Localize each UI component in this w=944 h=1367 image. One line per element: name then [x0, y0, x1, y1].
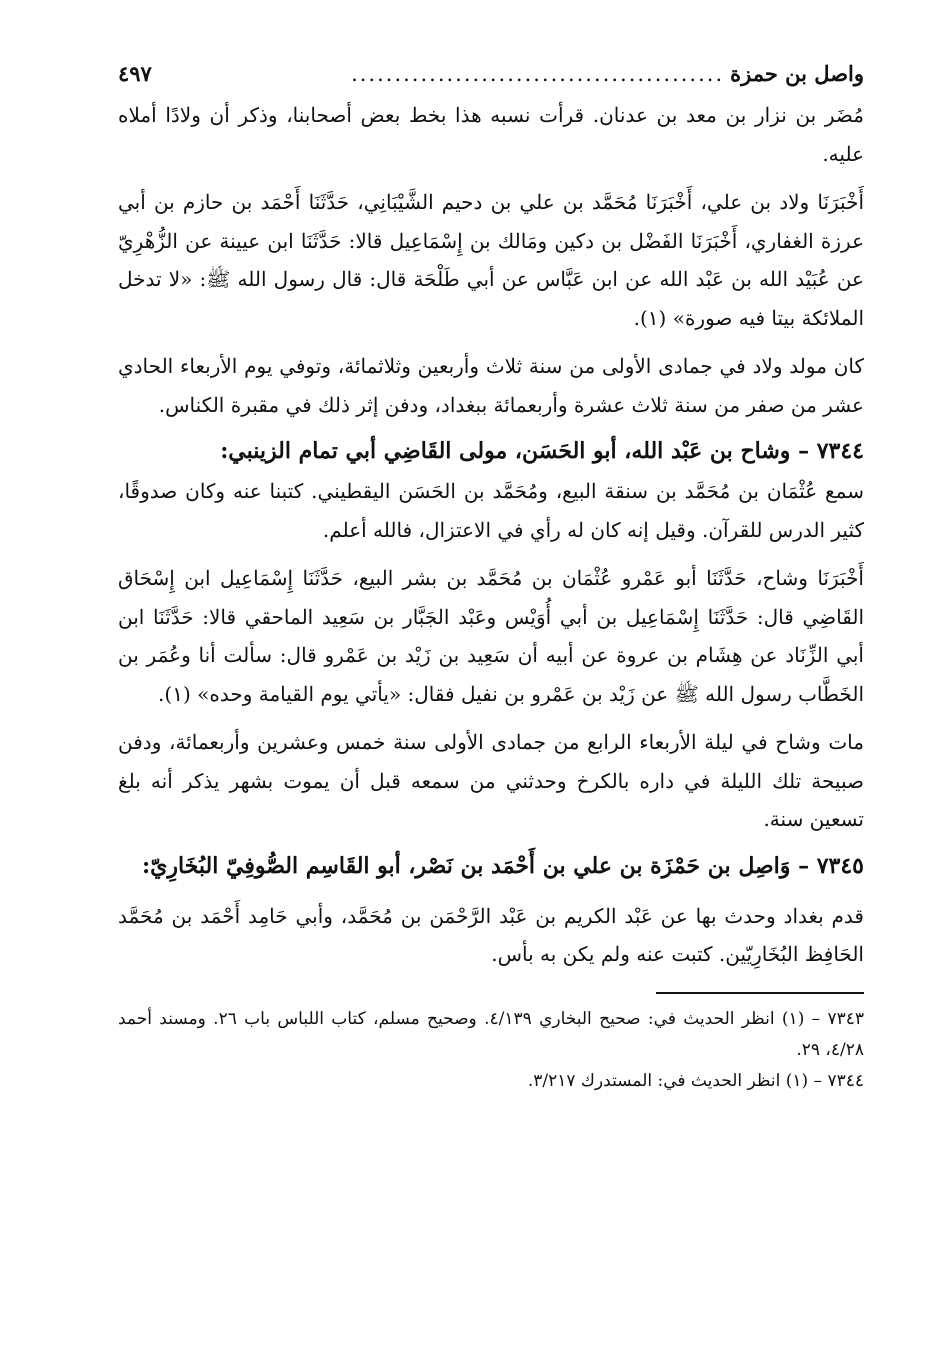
dot-leader: ........................................... — [351, 62, 725, 86]
footnote-7343: ٧٣٤٣ – (١) انظر الحديث في: صحيح البخاري ٤/١٣٩. وصحيح مسلم، كتاب اللباس باب ٢٦. ومسند أحمد ٤/٢٨، ٢٩. — [118, 1008, 864, 1060]
paragraph-hadith-walad: أَخْبَرَنَا ولاد بن علي، أَخْبَرَنَا مُحَمَّد بن علي بن دحيم الشَّيْبَانِي، حَدَّثَنَا أَحْمَد بن حازم بن أبي عرزة الغفاري، أَخْبَرَنَا الفَضْل بن دكين ومَالك بن إِسْمَاعِيل قالا: حَدَّثَنَا ابن عيينة عن الزُّهْرِيّ عن عُبَيْد الله بن عَبْد الله عن ابن عَبَّاس عن أبي طَلْحَة قال: قال رسول الله ﷺ: «لا تدخل الملائكة بيتا فيه صورة» (١). — [118, 190, 864, 330]
paragraph-wasil-bio: قدم بغداد وحدث بها عن عَبْد الكريم بن عَبْد الرَّحْمَن بن مُحَمَّد، وأبي حَامِد أَحْمَد بن مُحَمَّد الحَافِظ البُخَارِيّين. كتبت عنه ولم يكن به بأس. — [118, 903, 864, 966]
footnote-7344: ٧٣٤٤ – (١) انظر الحديث في: المستدرك ٣/٢١٧. — [527, 1070, 864, 1091]
running-title: واصل بن حمزة — [730, 61, 864, 86]
paragraph-lineage: مُضَر بن نزار بن معد بن عدنان. قرأت نسبه هذا بخط بعض أصحابنا، وذكر أن ولادًا أملاه عليه. — [118, 103, 864, 166]
footnote-separator — [656, 992, 864, 994]
paragraph-wishah-bio: سمع عُثْمَان بن مُحَمَّد بن سنقة البيع، ومُحَمَّد بن الحَسَن اليقطيني. كتبنا عنه وكان صدوقًا، كثير الدرس للقرآن. وقيل إنه كان له رأي في الاعتزال، فالله أعلم. — [118, 479, 865, 542]
book-page — [118, 52, 864, 1097]
entry-heading-7345: ٧٣٤٥ – وَاصِل بن حَمْزَة بن علي بن أَحْمَد بن نَصْر، أبو القَاسِم الصُّوفِيّ البُخَارِيّ: — [142, 852, 864, 879]
paragraph-hadith-wishah: أَخْبَرَنَا وشاح، حَدَّثَنَا أبو عَمْرو عُثْمَان بن مُحَمَّد بن بشر البيع، حَدَّثَنَا إِسْمَاعِيل ابن إِسْحَاق القَاضِي قال: حَدَّثَنَا إِسْمَاعِيل بن أبي أُوَيْس وعَبْد الجَبَّار بن سَعِيد الماحقي قالا: حَدَّثَنَا ابن أبي الزِّنَاد عن هِشَام بن عروة عن أبيه أن سَعِيد بن زَيْد بن عَمْرو قال: سألت أنا وعُمَر بن الخَطَّاب رسول الله ﷺ عن زَيْد بن عَمْرو بن نفيل فقال: «يأتي يوم القيامة وحده» (١). — [118, 566, 864, 706]
paragraph-wishah-death: مات وشاح في ليلة الأربعاء الرابع من جمادى الأولى سنة خمس وعشرين وأربعمائة، ودفن صبيحة تلك الليلة في داره بالكرخ وحدثني من سمعه قبل أن يموت بشهر يذكر أنه بلغ تسعين سنة. — [118, 730, 864, 831]
page-number: ٤٩٧ — [118, 61, 152, 86]
paragraph-walad-death: كان مولد ولاد في جمادى الأولى من سنة ثلاث وأربعين وثلاثمائة، وتوفي يوم الأربعاء الحادي عشر من صفر من سنة ثلاث عشرة وأربعمائة ببغداد، ودفن إثر ذلك في مقبرة الكناس. — [118, 354, 864, 417]
page-header — [118, 52, 864, 96]
entry-heading-7344: ٧٣٤٤ – وشاح بن عَبْد الله، أبو الحَسَن، مولى القَاضِي أبي تمام الزينبي: — [220, 438, 864, 464]
